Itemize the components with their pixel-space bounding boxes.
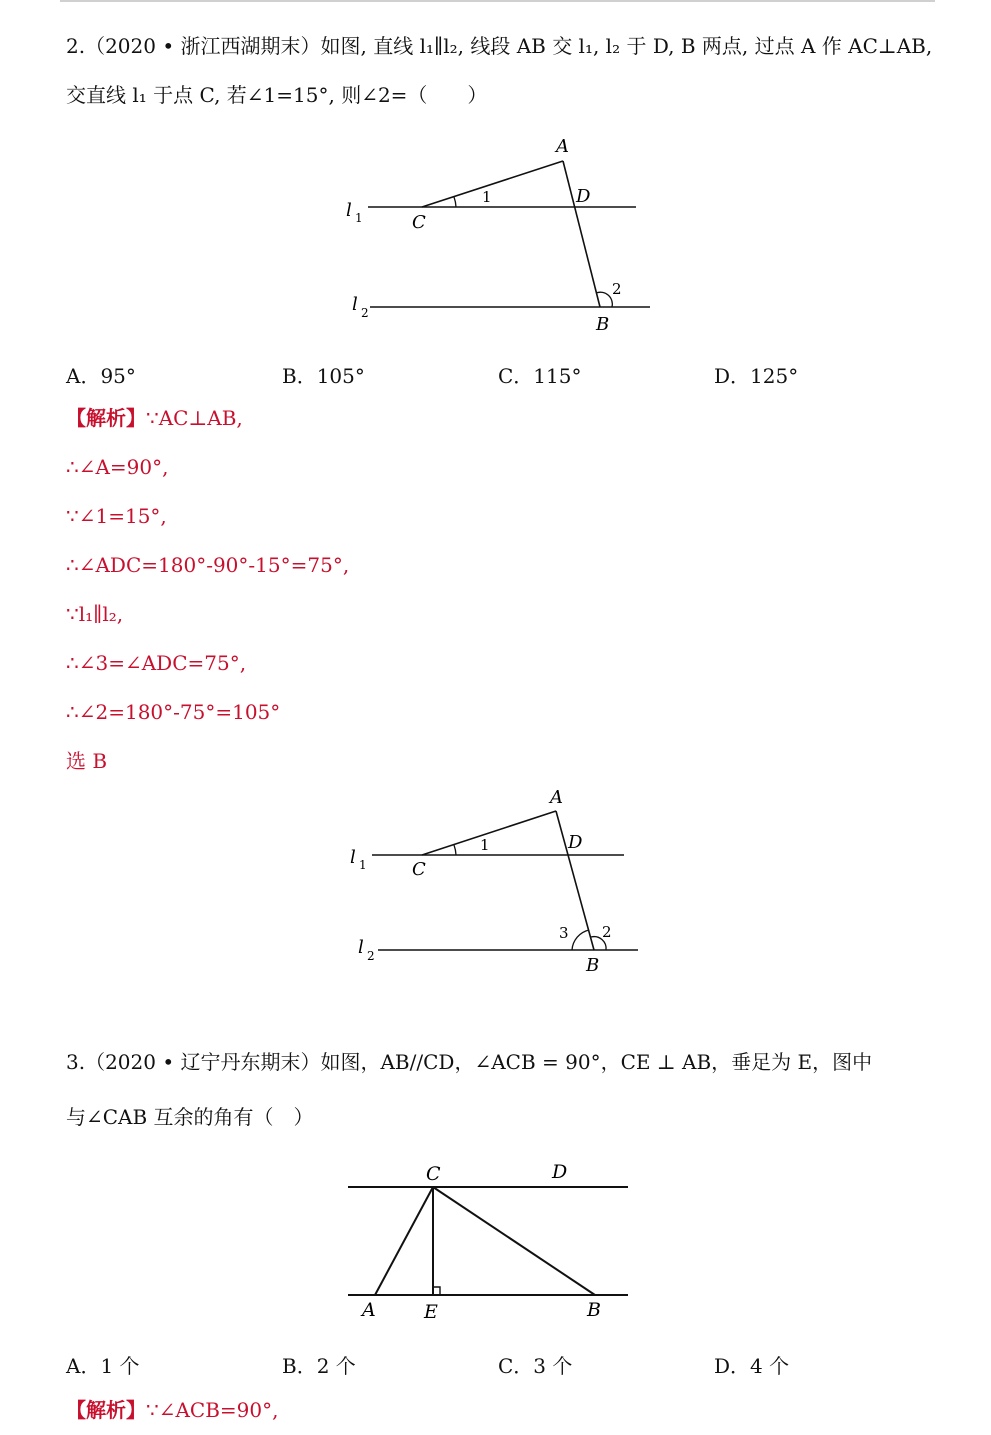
q2-fig-angle-2: 2 bbox=[612, 280, 622, 298]
q3-option-c[interactable]: C．3 个 bbox=[498, 1354, 573, 1378]
q2-sol-fig-label-l2: l bbox=[358, 937, 364, 958]
q2-sol-fig-label-b: B bbox=[586, 955, 600, 976]
q3-solution-first: ∵∠ACB=90°, bbox=[146, 1398, 279, 1422]
q2-stem-line2: 交直线 l₁ 于点 C, 若∠1=15°, 则∠2=（ ） bbox=[66, 83, 488, 107]
q2-option-c[interactable]: C．115° bbox=[498, 364, 582, 388]
q2-sol-fig-label-l1: l bbox=[350, 847, 356, 868]
q3-fig-label-b: B bbox=[587, 1299, 601, 1321]
q2-fig-label-l1-sub: 1 bbox=[355, 211, 363, 225]
q3-figure bbox=[340, 1150, 640, 1330]
q2-solution-step: ∴∠2=180°-75°=105° bbox=[66, 700, 281, 724]
q2-stem-line1: 2.（2020 • 浙江西湖期末）如图, 直线 l₁∥l₂, 线段 AB 交 l₁, l₂ 于 D, B 两点, 过点 A 作 AC⊥AB, bbox=[66, 34, 933, 58]
q2-sol-fig-angle-1: 1 bbox=[480, 836, 490, 854]
q2-option-d[interactable]: D．125° bbox=[714, 364, 799, 388]
q2-fig-label-b: B bbox=[596, 314, 610, 335]
q2-sol-fig-angle-2: 2 bbox=[602, 923, 612, 941]
q2-sol-fig-label-a: A bbox=[550, 787, 563, 808]
q2-fig-label-l2-sub: 2 bbox=[361, 306, 369, 320]
q2-sol-fig-label-c: C bbox=[412, 859, 426, 880]
q2-fig-label-l2: l bbox=[352, 294, 358, 315]
q3-fig-label-e: E bbox=[424, 1301, 438, 1323]
q3-option-d[interactable]: D．4 个 bbox=[714, 1354, 790, 1378]
q2-solution-step: ∴∠A=90°, bbox=[66, 455, 169, 479]
q3-fig-label-a: A bbox=[362, 1299, 376, 1321]
q3-stem-line1: 3.（2020 • 辽宁丹东期末）如图，AB//CD，∠ACB = 90°，CE ⊥ AB，垂足为 E，图中 bbox=[66, 1050, 873, 1074]
q3-fig-label-c: C bbox=[426, 1163, 441, 1185]
q3-stem-line2: 与∠CAB 互余的角有（ ） bbox=[66, 1105, 314, 1129]
q2-sol-fig-label-l2-sub: 2 bbox=[367, 949, 375, 963]
q2-solution-tag: 【解析】 bbox=[66, 406, 146, 430]
q2-sol-fig-angle-3: 3 bbox=[559, 924, 569, 942]
q2-sol-fig-label-l1-sub: 1 bbox=[359, 858, 367, 872]
q2-fig-label-a: A bbox=[556, 136, 569, 157]
q2-fig-label-c: C bbox=[412, 212, 426, 233]
q3-option-b[interactable]: B．2 个 bbox=[282, 1354, 356, 1378]
q3-option-a[interactable]: A．1 个 bbox=[66, 1354, 140, 1378]
q2-sol-fig-label-d: D bbox=[568, 832, 583, 853]
q2-solution-first-line bbox=[66, 408, 243, 428]
q2-figure bbox=[330, 130, 670, 340]
q2-solution-step: ∴∠ADC=180°-90°-15°=75°, bbox=[66, 553, 350, 577]
q2-solution-step: ∵∠1=15°, bbox=[66, 504, 167, 528]
q2-solution-step: ∴∠3=∠ADC=75°, bbox=[66, 651, 247, 675]
q3-solution-tag: 【解析】 bbox=[66, 1398, 146, 1422]
q2-option-a[interactable]: A．95° bbox=[66, 364, 136, 388]
q2-solution-figure bbox=[340, 785, 660, 985]
q2-fig-label-d: D bbox=[576, 186, 591, 207]
q3-fig-label-d: D bbox=[552, 1161, 568, 1183]
q2-fig-angle-1: 1 bbox=[482, 188, 492, 206]
q2-solution-answer: 选 B bbox=[66, 749, 108, 773]
q3-solution-first-line bbox=[66, 1400, 279, 1420]
q2-solution-step: ∵l₁∥l₂, bbox=[66, 602, 124, 626]
q2-fig-label-l1: l bbox=[346, 200, 352, 221]
top-divider bbox=[60, 0, 935, 2]
q2-solution-first: ∵AC⊥AB, bbox=[146, 406, 243, 430]
q2-option-b[interactable]: B．105° bbox=[282, 364, 365, 388]
